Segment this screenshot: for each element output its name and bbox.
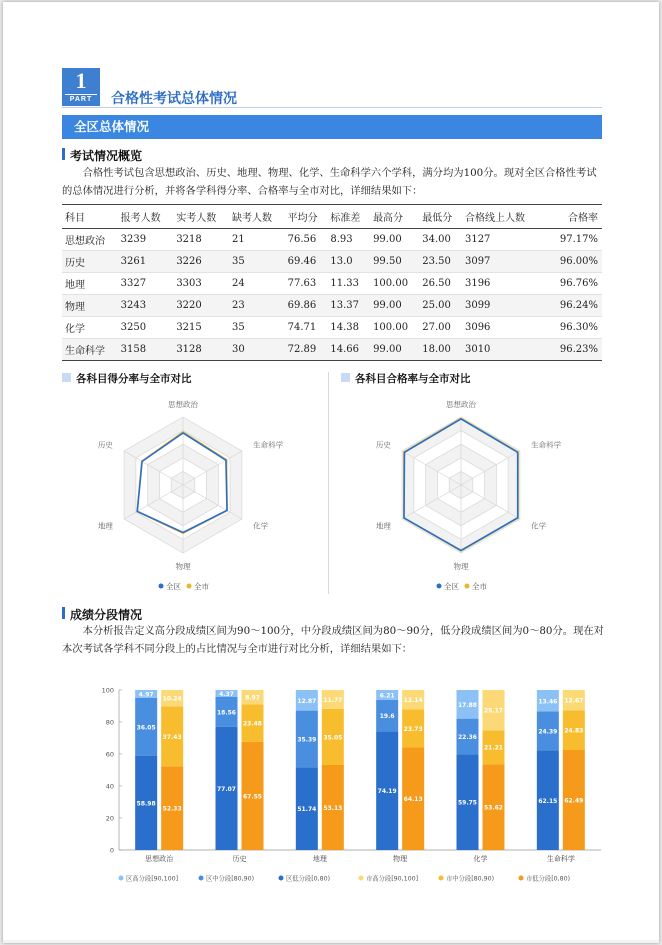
legend-label: 区中分段[80,90)	[206, 875, 255, 883]
table-cell: 35	[229, 317, 285, 339]
table-header-cell: 报考人数	[118, 205, 174, 229]
table-cell: 14.38	[327, 317, 370, 339]
bar-data-label: 4.37	[219, 690, 234, 698]
table-header-cell: 最低分	[419, 205, 462, 229]
table-cell: 69.46	[285, 251, 328, 273]
legend-label: 全区	[166, 582, 181, 591]
bar-data-label: 64.13	[403, 796, 423, 804]
legend-marker	[519, 876, 524, 881]
table-row	[62, 295, 602, 317]
legend-marker	[279, 876, 284, 881]
table-cell: 3196	[462, 273, 544, 295]
bar-data-label: 6.21	[379, 692, 395, 700]
table-cell: 11.33	[327, 273, 370, 295]
bar-data-label: 8.97	[245, 694, 260, 702]
score-section-paragraph: 本分析报告定义高分段成绩区间为90～100分，中分段成绩区间为80～90分，低分段成绩区间为0～80分。现在对本次考试各学科不同分段上的占比情况与全市进行对比分析，详细结果如下：	[62, 625, 604, 655]
table-cell: 21	[229, 229, 285, 251]
section-band: 全区总体情况	[62, 115, 602, 139]
table-cell: 3128	[173, 339, 229, 361]
bar-data-label: 4.97	[138, 691, 154, 699]
table-cell: 3218	[173, 229, 229, 251]
legend-marker	[187, 584, 192, 589]
table-cell: 3239	[118, 229, 174, 251]
bar-data-label: 35.39	[297, 736, 317, 744]
table-header-cell: 科目	[62, 205, 118, 229]
exam-overview-heading: 考试情况概览	[62, 147, 142, 164]
report-page	[3, 2, 659, 943]
radar-axis-label: 思想政治	[168, 400, 198, 409]
y-tick-label: 100	[101, 686, 114, 695]
table-cell: 99.00	[370, 339, 419, 361]
bar-data-label: 24.39	[538, 728, 558, 736]
bar-data-label: 62.49	[564, 797, 584, 805]
table-cell: 25.00	[419, 295, 462, 317]
bar-data-label: 52.33	[162, 805, 182, 813]
y-tick-label: 20	[105, 814, 114, 823]
bar-data-label: 23.48	[243, 720, 262, 728]
bar-data-label: 58.98	[136, 800, 156, 808]
table-cell: 23	[229, 295, 285, 317]
legend-label: 市低分段[0,80)	[526, 875, 571, 883]
table-header-cell: 最高分	[370, 205, 419, 229]
bar-data-label: 74.19	[377, 788, 397, 796]
table-header-cell: 标准差	[327, 205, 370, 229]
x-tick-label: 生命科学	[546, 855, 575, 863]
part-title: 合格性考试总体情况	[111, 91, 237, 107]
table-cell: 72.89	[285, 339, 328, 361]
table-cell: 97.17%	[544, 229, 602, 251]
y-tick-label: 0	[109, 846, 114, 855]
bar-data-label: 25.17	[484, 707, 503, 715]
table-cell: 76.56	[285, 229, 328, 251]
table-cell: 99.50	[370, 251, 419, 273]
bar-data-label: 12.14	[403, 697, 423, 705]
bar-data-label: 23.73	[403, 725, 423, 733]
table-cell: 3303	[173, 273, 229, 295]
bar-data-label: 13.46	[538, 698, 558, 706]
table-cell: 3010	[462, 339, 544, 361]
radar-right-title: 各科目合格率与全市对比	[341, 371, 471, 386]
legend-marker	[359, 876, 364, 881]
x-tick-label: 物理	[393, 855, 408, 863]
bar-data-label: 11.77	[323, 696, 343, 704]
part-word: PART	[65, 94, 97, 105]
bar-data-label: 51.74	[297, 806, 317, 814]
table-cell: 历史	[62, 251, 118, 273]
table-header-cell: 实考人数	[173, 205, 229, 229]
table-cell: 100.00	[370, 273, 419, 295]
bar-data-label: 12.67	[564, 697, 584, 705]
part-number: 1	[75, 68, 87, 93]
part-underline	[62, 107, 602, 108]
table-cell: 物理	[62, 295, 118, 317]
radar-left-title: 各科目得分率与全市对比	[62, 371, 192, 386]
table-cell: 74.71	[285, 317, 328, 339]
bar-data-label: 35.05	[323, 734, 343, 742]
radar-axis-label: 生命科学	[253, 440, 284, 450]
table-cell: 3215	[173, 317, 229, 339]
bar-data-label: 19.6	[379, 713, 395, 721]
table-cell: 69.86	[285, 295, 328, 317]
table-row	[62, 317, 602, 339]
table-cell: 96.76%	[544, 273, 602, 295]
bar-data-label: 22.36	[458, 734, 477, 742]
radar-axis-label: 历史	[375, 440, 391, 450]
table-cell: 96.24%	[544, 295, 602, 317]
table-header-cell: 合格率	[544, 205, 602, 229]
part-badge	[62, 68, 100, 106]
table-cell: 3243	[118, 295, 174, 317]
radar-chart-pass-rate	[341, 390, 601, 600]
table-cell: 3099	[462, 295, 544, 317]
bar-data-label: 62.15	[538, 797, 558, 805]
x-tick-label: 地理	[312, 855, 327, 863]
legend-marker	[159, 584, 164, 589]
table-cell: 14.66	[327, 339, 370, 361]
table-header-cell: 平均分	[285, 205, 328, 229]
legend-label: 全区	[444, 582, 459, 591]
bar-data-label: 53.62	[484, 804, 503, 812]
bar-data-label: 36.05	[136, 724, 156, 732]
radar-axis-label: 历史	[97, 440, 113, 450]
bar-data-label: 10.24	[162, 695, 182, 703]
radar-axis-label: 化学	[253, 521, 269, 531]
stacked-bar-chart	[91, 682, 611, 897]
table-row	[62, 251, 602, 273]
table-header-cell: 合格线上人数	[462, 205, 544, 229]
radar-axis-label: 地理	[375, 521, 391, 531]
table-cell: 96.23%	[544, 339, 602, 361]
table-cell: 100.00	[370, 317, 419, 339]
legend-label: 市高分段[90,100]	[366, 875, 419, 883]
table-cell: 13.0	[327, 251, 370, 273]
bar-data-label: 59.75	[458, 799, 477, 807]
table-cell: 3250	[118, 317, 174, 339]
table-cell: 3327	[118, 273, 174, 295]
legend-label: 市中分段[80,90)	[446, 875, 495, 883]
legend-label: 区低分段[0,80)	[286, 875, 331, 883]
table-cell: 99.00	[370, 229, 419, 251]
bar-data-label: 18.56	[217, 709, 236, 717]
table-cell: 3226	[173, 251, 229, 273]
legend-marker	[439, 876, 444, 881]
radar-axis-label: 物理	[175, 562, 191, 571]
x-tick-label: 思想政治	[145, 855, 174, 863]
table-header-cell: 缺考人数	[229, 205, 285, 229]
table-cell: 35	[229, 251, 285, 273]
table-cell: 3127	[462, 229, 544, 251]
table-cell: 化学	[62, 317, 118, 339]
table-cell: 27.00	[419, 317, 462, 339]
table-cell: 99.00	[370, 295, 419, 317]
table-cell: 96.30%	[544, 317, 602, 339]
table-body	[62, 229, 602, 361]
legend-marker	[119, 876, 124, 881]
legend-label: 全市	[194, 582, 209, 591]
page-footer-line	[3, 940, 659, 943]
exam-stats-table	[62, 204, 602, 361]
bar-data-label: 53.13	[323, 804, 343, 812]
bar-data-label: 21.21	[484, 744, 503, 752]
table-cell: 30	[229, 339, 285, 361]
score-section-heading: 成绩分段情况	[62, 606, 142, 623]
x-tick-label: 化学	[473, 855, 488, 863]
legend-marker	[437, 584, 442, 589]
y-tick-label: 60	[105, 750, 114, 759]
table-cell: 3261	[118, 251, 174, 273]
legend-marker	[465, 584, 470, 589]
table-row	[62, 229, 602, 251]
exam-overview-paragraph: 合格性考试包含思想政治、历史、地理、物理、化学、生命科学六个学科，满分均为100分。现对全区合格性考试的总体情况进行分析，并将各学科得分率、合格率与全市对比，详细结果如下：	[62, 167, 597, 197]
table-cell: 地理	[62, 273, 118, 295]
table-cell: 3158	[118, 339, 174, 361]
legend-label: 区高分段[90,100]	[126, 875, 179, 883]
radar-chart-score-rate	[63, 390, 323, 600]
table-cell: 23.50	[419, 251, 462, 273]
bar-data-label: 67.55	[243, 793, 262, 801]
bar-data-label: 37.43	[162, 733, 182, 741]
table-cell: 生命科学	[62, 339, 118, 361]
table-cell: 3096	[462, 317, 544, 339]
bar-data-label: 17.88	[458, 701, 477, 709]
table-cell: 26.50	[419, 273, 462, 295]
table-cell: 思想政治	[62, 229, 118, 251]
table-header-row	[62, 205, 602, 229]
bar-data-label: 77.07	[217, 785, 236, 793]
bar-data-label: 12.87	[297, 697, 317, 705]
radar-axis-label: 思想政治	[446, 400, 476, 409]
table-cell: 77.63	[285, 273, 328, 295]
table-cell: 8.93	[327, 229, 370, 251]
radar-axis-label: 地理	[97, 521, 113, 531]
table-cell: 3220	[173, 295, 229, 317]
legend-label: 全市	[472, 582, 487, 591]
y-tick-label: 40	[105, 782, 114, 791]
x-tick-label: 历史	[232, 855, 247, 863]
radar-axis-label: 物理	[453, 562, 469, 571]
radar-axis-label: 生命科学	[531, 440, 562, 450]
bar-data-label: 24.83	[564, 727, 584, 735]
table-row	[62, 273, 602, 295]
radar-axis-label: 化学	[531, 521, 547, 531]
table-row	[62, 339, 602, 361]
table-cell: 13.37	[327, 295, 370, 317]
table-cell: 18.00	[419, 339, 462, 361]
table-cell: 34.00	[419, 229, 462, 251]
table-cell: 24	[229, 273, 285, 295]
legend-marker	[199, 876, 204, 881]
table-cell: 3097	[462, 251, 544, 273]
chart-divider	[328, 372, 329, 594]
table-cell: 96.00%	[544, 251, 602, 273]
y-tick-label: 80	[105, 718, 114, 727]
